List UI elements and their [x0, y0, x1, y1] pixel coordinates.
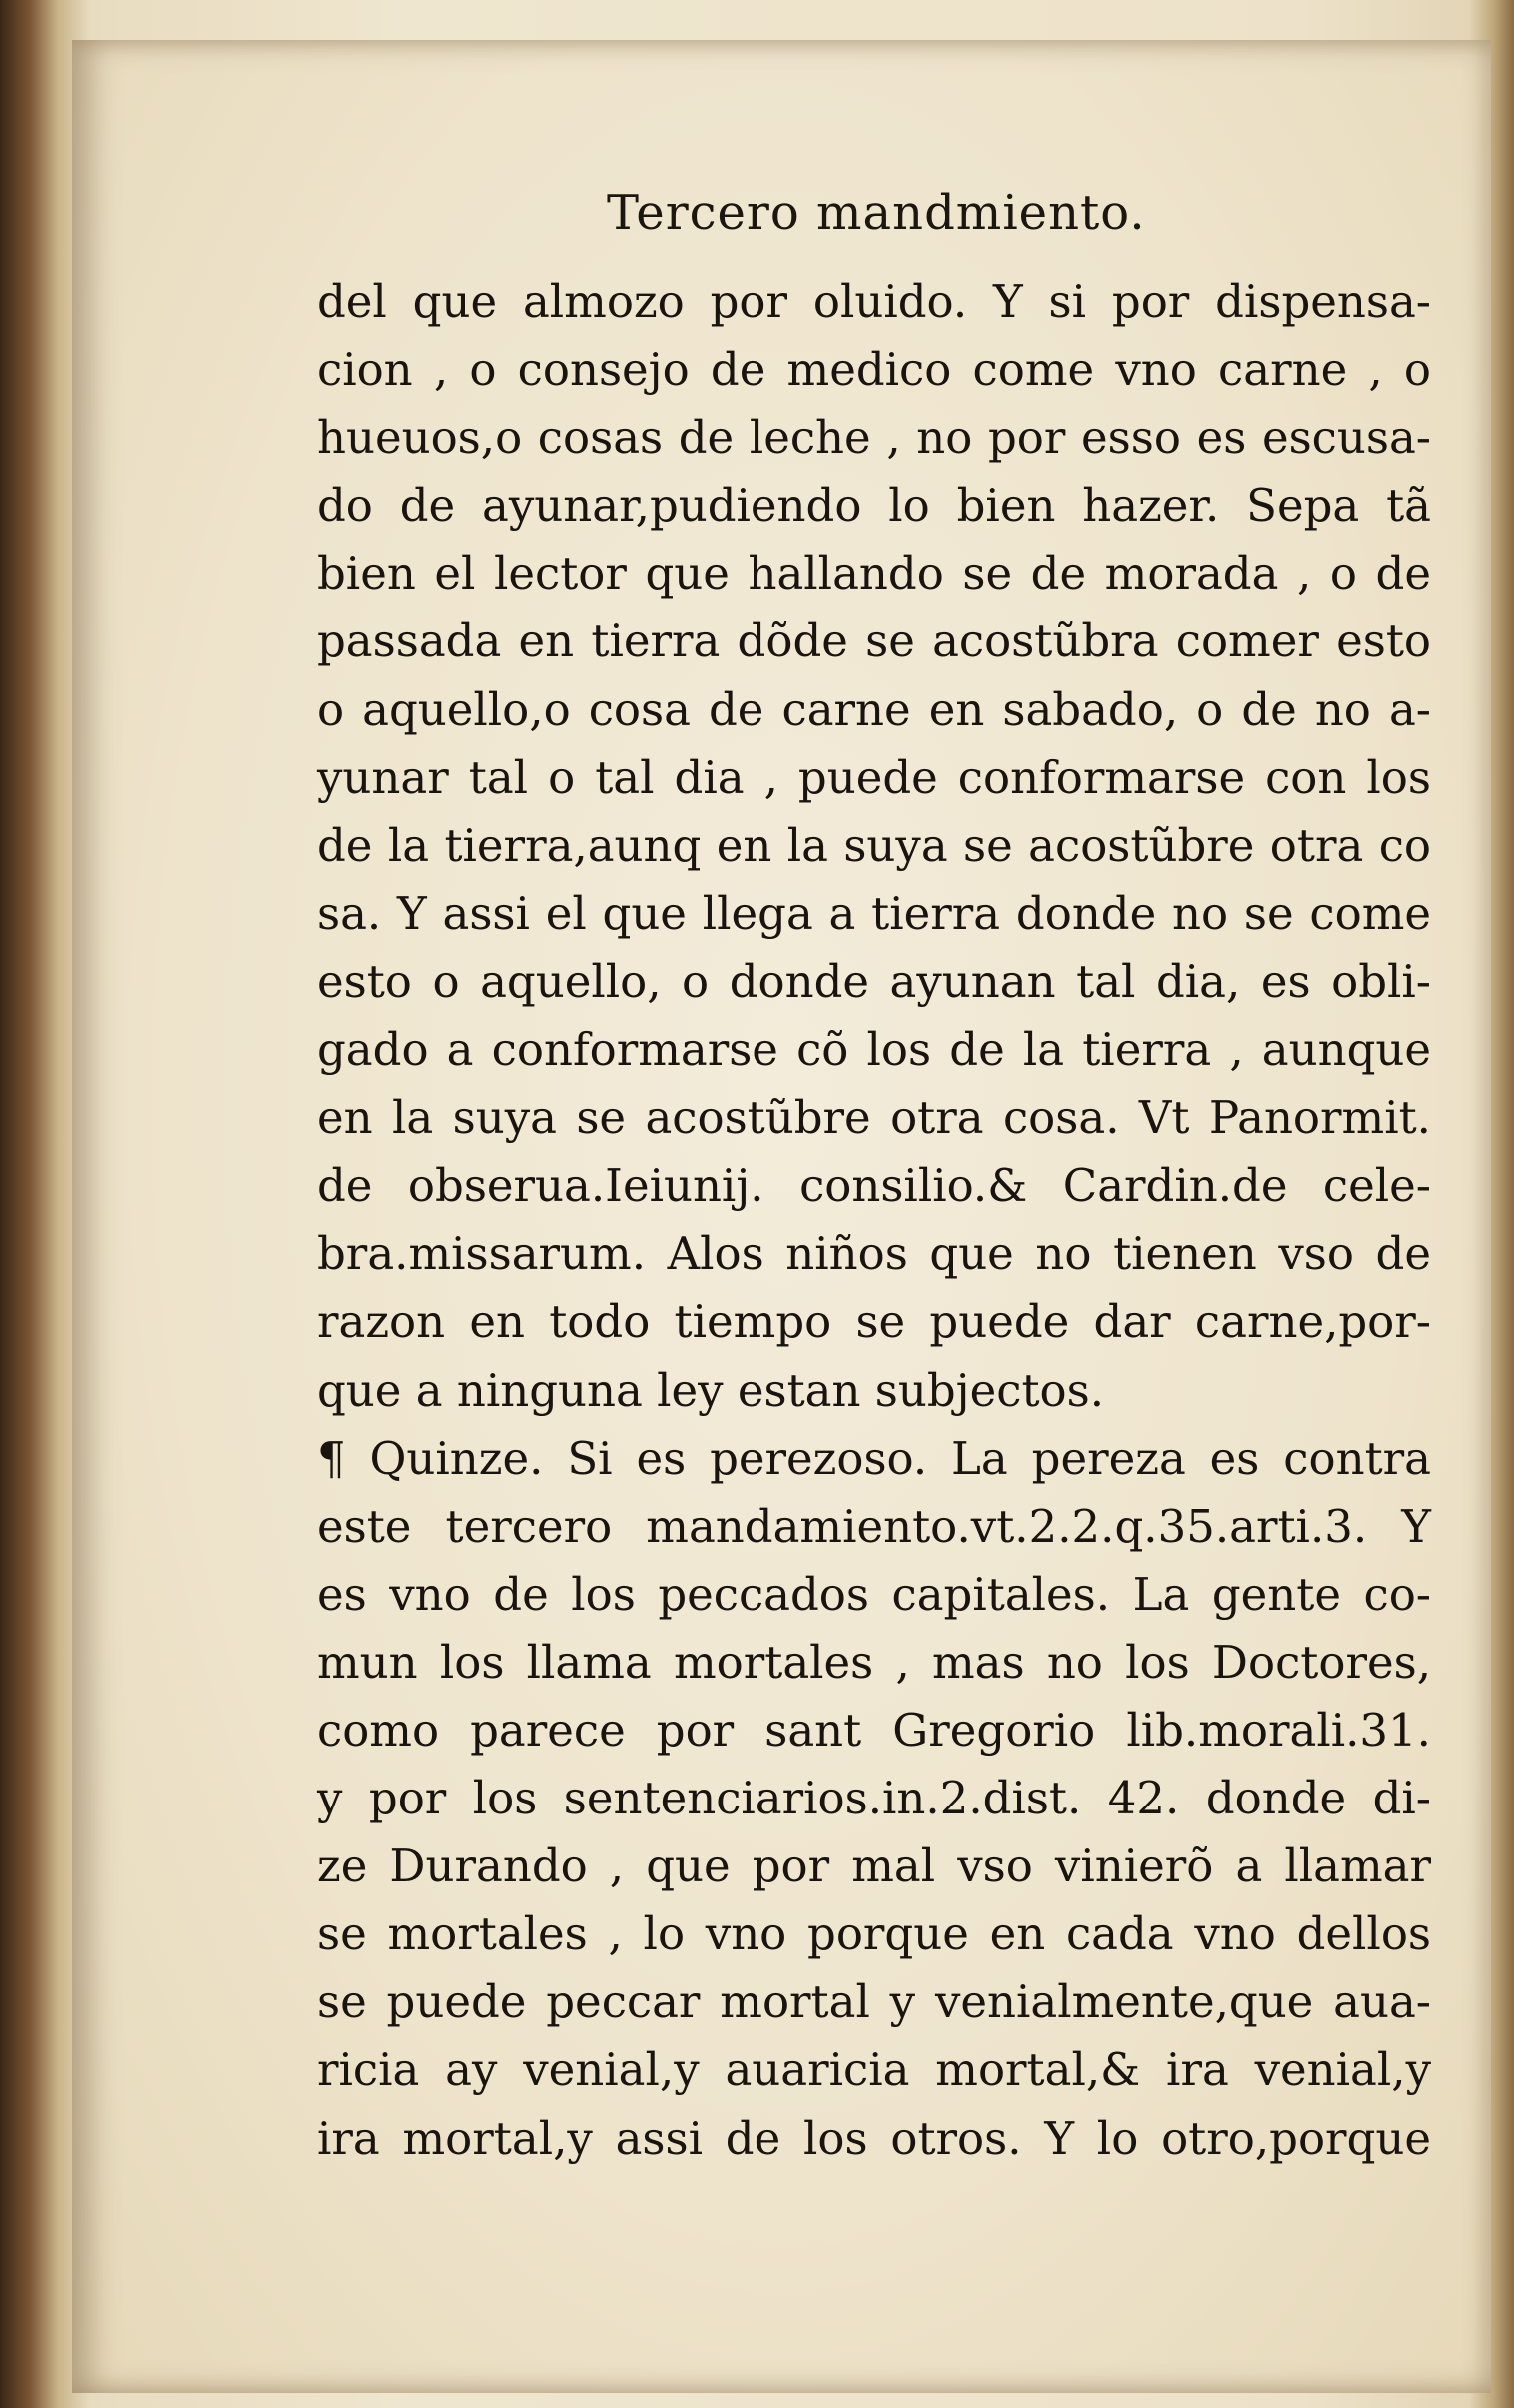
text-line: del que almozo por oluido. Y si por dispensa- — [317, 275, 1431, 328]
text-line: este tercero mandamiento.vt.2.2.q.35.arti.3. Y — [317, 1499, 1431, 1553]
text-line: hueuos,o cosas de leche , no por esso es escusa- — [317, 411, 1431, 465]
text-line: de obserua.Ieiunij. consilio.& Cardin.de cele- — [317, 1159, 1431, 1213]
text-line: ricia ay venial,y auaricia mortal,& ira venial,y — [317, 2043, 1431, 2097]
text-line: de la tierra,aunq en la suya se acostũbre otra co — [317, 818, 1431, 872]
text-line: ira mortal,y assi de los otros. Y lo otro,porque — [317, 2111, 1431, 2165]
text-line: cion , o consejo de medico come vno carne , o — [317, 343, 1431, 397]
text-line: que a ninguna ley estan subjectos. — [317, 1363, 1105, 1417]
text-line: ¶ Quinze. Si es perezoso. La pereza es contra — [317, 1431, 1431, 1485]
book-page — [72, 40, 1491, 2393]
text-line: gado a conformarse cõ los de la tierra , aunque — [317, 1023, 1431, 1077]
text-line: es vno de los peccados capitales. La gente co- — [317, 1567, 1431, 1621]
text-line: se mortales , lo vno porque en cada vno dellos — [317, 1907, 1431, 1961]
text-line: como parece por sant Gregorio lib.morali.31. — [317, 1703, 1431, 1757]
running-head: Tercero mandmiento. — [607, 185, 1146, 241]
text-line: ze Durando , que por mal vso vinierõ a llamar — [317, 1839, 1431, 1893]
text-line: sa. Y assi el que llega a tierra donde no se come — [317, 886, 1431, 940]
text-line: o aquello,o cosa de carne en sabado, o de no a- — [317, 682, 1431, 736]
text-line: passada en tierra dõde se acostũbra comer esto — [317, 614, 1431, 668]
text-line: yunar tal o tal dia , puede conformarse con los — [317, 750, 1431, 804]
text-line: esto o aquello, o donde ayunan tal dia, es obli- — [317, 954, 1431, 1008]
text-line: mun los llama mortales , mas no los Doctores, — [317, 1635, 1431, 1689]
text-line: do de ayunar,pudiendo lo bien hazer. Sepa tã — [317, 479, 1431, 533]
page-text — [317, 268, 1431, 2173]
text-line: y por los sentenciarios.in.2.dist. 42. donde di- — [317, 1772, 1431, 1825]
text-line: en la suya se acostũbre otra cosa. Vt Panormit. — [317, 1091, 1431, 1145]
text-line: razon en todo tiempo se puede dar carne,por- — [317, 1295, 1431, 1349]
text-line: bra.missarum. Alos niños que no tienen vso de — [317, 1227, 1431, 1281]
text-line: se puede peccar mortal y venialmente,que aua- — [317, 1975, 1431, 2029]
text-line: bien el lector que hallando se de morada , o de — [317, 547, 1431, 601]
